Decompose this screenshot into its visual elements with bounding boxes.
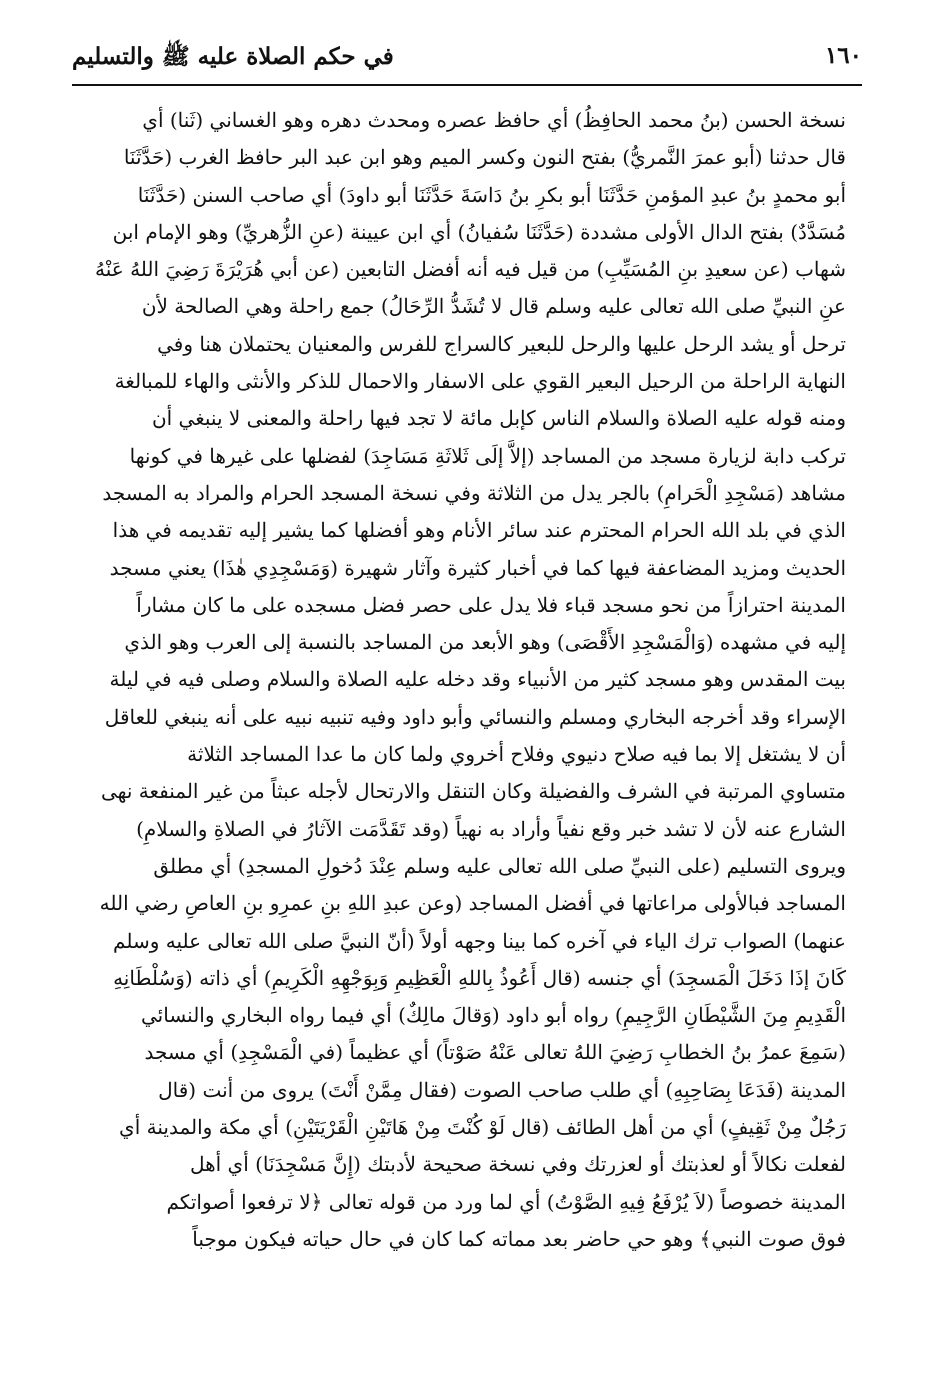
- text-line: الحديث ومزيد المضاعفة فيها كما في أخبار كثيرة وآثار شهيرة (وَمَسْجِدِي هٰذَا) يعني مسجد: [109, 555, 846, 580]
- text-line: النهاية الراحلة من الرحيل البعير القوي على الاسفار والاحمال للذكر والأنثى والهاء للمبالغة: [114, 369, 846, 394]
- text-line: الإسراء وقد أخرجه البخاري ومسلم والنسائي وأبو داود وفيه تنبيه نبيه على أنه ينبغي للعاقل: [104, 704, 846, 729]
- text-line: ويروى التسليم (على النبيِّ صلى الله تعالى عليه وسلم عِنْدَ دُخولِ المسجدِ) أي مطلق: [153, 853, 846, 878]
- text-line: لفعلت نكالاً أو لعذبتك أو لعزرتك وفي نسخة صحيحة لأدبتك (إِنَّ مَسْجِدَنَا) أي أهل: [189, 1152, 846, 1177]
- text-line: شهاب (عن سعيدِ بنِ المُسَيِّبِ) من قيل فيه أنه أفضل التابعين (عن أبي هُرَيْرَةَ رَضِيَ اللهُ عَنْهُ: [95, 257, 846, 282]
- text-line: عنهما) الصواب ترك الياء في آخره كما بينا وجهه أولاً (أنّ النبيَّ صلى الله تعالى عليه وسلم: [113, 928, 846, 953]
- text-line: بيت المقدس وهو مسجد كثير من الأنبياء وقد دخله عليه الصلاة والسلام وصلى فيه في ليلة: [109, 667, 846, 692]
- text-line: أبو محمدٍ بنُ عبدِ المؤمنِ حَدَّثَنَا أبو بكرِ بنُ دَاسَةَ حَدَّثَنَا أبو داودَ) أي صاحب السنن (حَدَّثَنَا: [137, 182, 846, 207]
- text-line: المساجد فبالأولى مراعاتها في أفضل المساجد (وعن عبدِ اللهِ بنِ عمرِو بنِ العاصِ رضي الله: [99, 891, 846, 916]
- header-rule: [72, 84, 862, 86]
- text-line: مُسَدَّدٌ) بفتح الدال الأولى مشددة (حَدَّثَنَا سُفيانُ) أي ابن عيينة (عنِ الزُّهريِّ) وهو الإمام ابن: [112, 219, 846, 244]
- text-line: قال حدثنا (أبو عمرَ النَّمريُّ) بفتح النون وكسر الميم وهو ابن عبد البر حافظ الغرب (حَدَّثَنَا: [123, 145, 846, 170]
- page-header: [72, 36, 862, 86]
- text-line: تركب دابة لزيارة مسجد من المساجد (إلاَّ إلَى ثَلاثَةِ مَسَاجِدَ) لفضلها على غيرها في كونها: [129, 443, 846, 468]
- text-line: الشارع عنه لأن لا تشد خبر وقع نفياً وأراد به نهياً (وقد تَقَدَّمَت الآثارُ في الصلاةِ والسلامِ): [136, 816, 846, 841]
- text-line: ومنه قوله عليه الصلاة والسلام الناس كإبل مائة لا تجد فيها راحلة والمعنى لا ينبغي أن: [151, 406, 846, 431]
- text-line: الْقَدِيمِ مِنَ الشَّيْطَانِ الرَّجِيمِ) رواه أبو داود (وَقالَ مالِكٌ) أي فيما رواه البخاري والنسائي: [140, 1003, 846, 1028]
- text-line: المدينة خصوصاً (لاَ يُرْفَعُ فِيهِ الصَّوْتُ) أي لما ورد من قوله تعالى ﴿لا ترفعوا أصواتكم: [166, 1189, 846, 1214]
- text-line: فوق صوت النبي﴾ وهو حي حاضر بعد مماته كما كان في حال حياته فيكون موجباً: [192, 1226, 846, 1251]
- text-line: أن لا يشتغل إلا بما فيه صلاح دنيوي وفلاح أخروي ولما كان ما عدا المساجد الثلاثة: [187, 742, 846, 767]
- text-line: ترحل أو يشد الرحل عليها والرحل للبعير كالسراج للفرس والمعنيان يحتملان هنا وفي: [157, 331, 846, 356]
- page-number: ١٦٠: [824, 42, 862, 69]
- text-line: متساوي المرتبة في الشرف والفضيلة وكان التنقل والارتحال لأجله عبثاً من غير المنفعة نهى: [100, 779, 846, 804]
- text-line: (سَمِعَ عمرُ بنُ الخطابِ رَضِيَ اللهُ تعالى عَنْهُ صَوْتاً) أي عظيماً (في الْمَسْجِدِ) أي مسجد: [144, 1040, 846, 1065]
- text-line: الذي في بلد الله الحرام المحترم عند سائر الأنام وهو أفضلها كما يشير إليه تقديمه في هذا: [112, 518, 846, 543]
- text-line: إليه في مشهده (وَالْمَسْجِدِ الأَقْصَى) وهو الأبعد من المساجد بالنسبة إلى العرب وهو الذي: [124, 630, 846, 655]
- text-line: نسخة الحسن (بنُ محمد الحافِظُ) أي حافظ عصره ومحدث دهره وهو الغساني (ثَنا) أي: [142, 108, 846, 132]
- text-line: عنِ النبيِّ صلى الله تعالى عليه وسلم قال لا تُشَدُّ الرِّحَالُ) جمع راحلة وهي الصالحة لأن: [141, 294, 846, 319]
- text-line: المدينة احترازاً من نحو مسجد قباء فلا يدل على حصر فضل مسجده على ما كان مشاراً: [136, 592, 846, 617]
- text-line: مشاهد (مَسْجِدِ الْحَرامِ) بالجر يدل من الثلاثة وفي نسخة المسجد الحرام والمراد به المسجد: [102, 480, 846, 505]
- text-line: كَانَ إذَا دَخَلَ الْمَسجِدَ) أي جنسه (قال أَعُوذُ بِاللهِ الْعَظِيمِ وَبِوَجْهِهِ الْكَرِيمِ) أي ذاته (وَسُلْطَانِهِ: [113, 965, 846, 990]
- text-line: رَجُلٌ مِنْ ثَقِيفٍ) أي من أهل الطائف (قال لَوْ كُنْتَ مِنْ هَاتَيْنِ الْقَرْيَتَيْنِ) أي مكة والمدينة أي: [119, 1115, 846, 1140]
- text-line: المدينة (فَدَعَا بِصَاحِبِهِ) أي طلب صاحب الصوت (فقال مِمَّنْ أَنْتَ) يروى من أنت (قال: [158, 1077, 846, 1102]
- running-title: في حكم الصلاة عليه ﷺ والتسليم: [72, 43, 394, 70]
- body-text: [78, 102, 846, 1258]
